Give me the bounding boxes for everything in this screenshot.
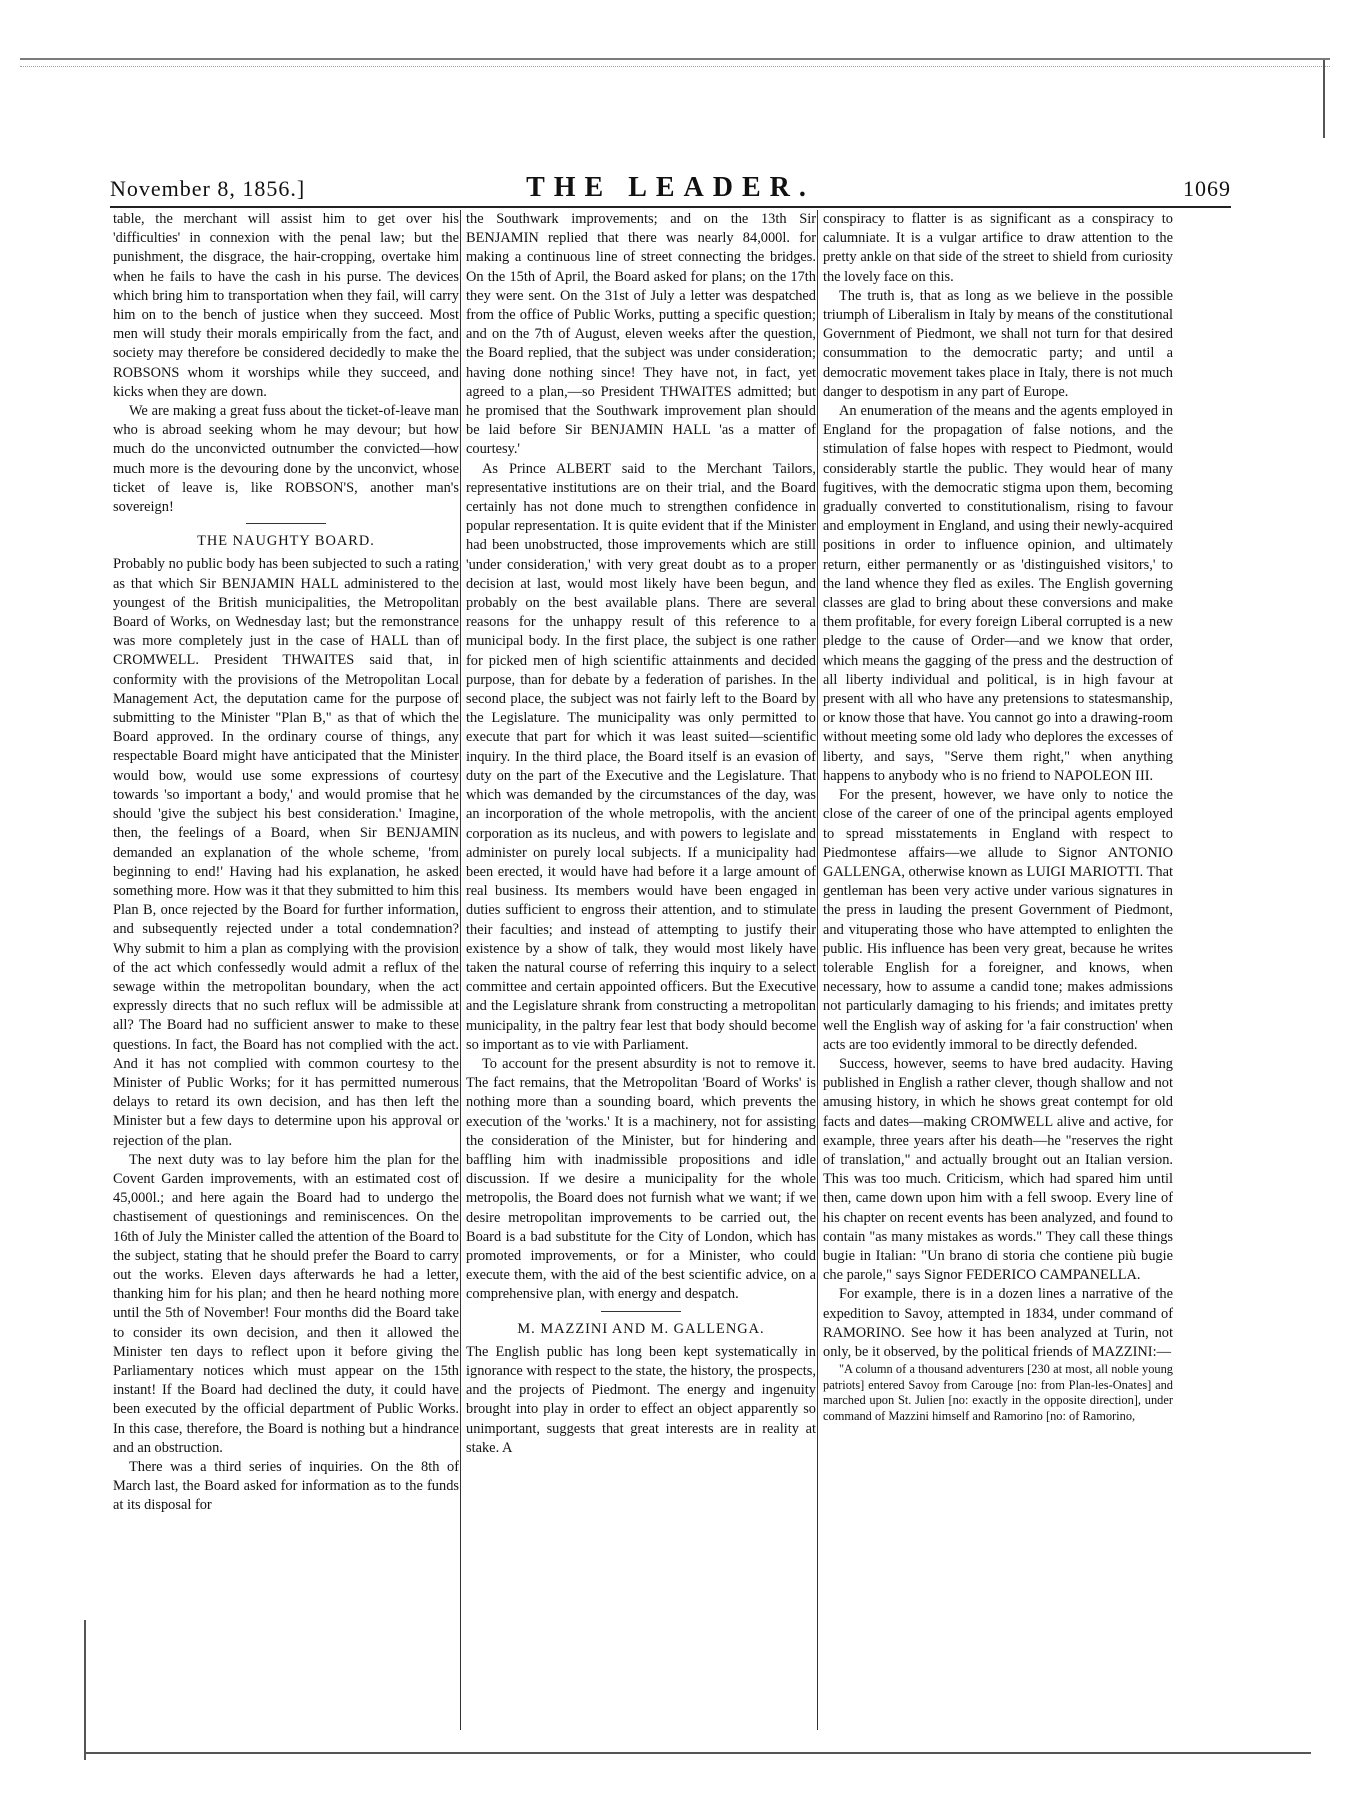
paragraph: For the present, however, we have only to notice the close of the career of one of the principal agents employed to spread misstatements in England with respect to Piedmontese affairs—we allude to Signor ANTONIO GALLENGA, otherwise known as LUIGI MARIOTTI. That gentleman has been very active under various signatures in the press in lauding the present Government of Piedmont, and vituperating those who have attempted to enlighten the public. His influence has been very great, because he writes tolerable English for a foreigner, and knows, when necessary, how to assume a candid tone; makes admissions not particularly damaging to his friends; and imitates pretty well the English way of asking for 'a fair construction' when acts are too evidently immoral to be directly defended. — [823, 787, 1173, 1053]
paragraph: To account for the present absurdity is not to remove it. The fact remains, that the Metropolitan 'Board of Works' is nothing more than a sounding board, which prevents the execution of the 'works.' It is a machinery, not for assisting the consideration of the Minister, but for hindering and baffling him with inadmissible propositions and idle discussion. If we desire a municipality for the whole metropolis, the Board does not furnish what we want; if we desire metropolitan improvements to be carried out, the Board is a bad substitute for the City of London, which has promoted improvements, or for a Minister, who could execute them, with the aid of the best scientific advice, on a comprehensive plan, with energy and despatch. — [466, 1055, 816, 1303]
column-1 — [113, 210, 459, 1516]
paragraph: The truth is, that as long as we believe in the possible triumph of Liberalism in Italy by means of the constitutional Government of Piedmont, we shall not turn for that desired consummation to the democratic party; and until a democratic movement takes place in Italy, there is not much danger to despotism in any part of Europe. — [823, 287, 1173, 400]
issue-date: November 8, 1856.] — [110, 176, 306, 201]
section-separator — [601, 1311, 681, 1312]
bottom-page-edge — [86, 1752, 1311, 1754]
right-page-edge — [1323, 60, 1325, 138]
paragraph: table, the merchant will assist him to get over his 'difficulties' in connexion with the penal law; but the punishment, the disgrace, the hair-cropping, overtake him when he fails to have the cash in his purse. The devices which bring him to transportation when they fail, will carry him on to the bench of justice when they succeed. Most men will study their morals empirically from the fact, and society may therefore be considered decidedly to make the ROBSONS whom it worships while they succeed, and kicks when they are down. — [113, 211, 459, 400]
paragraph: We are making a great fuss about the ticket-of-leave man who is abroad seeking whom he may devour; but how much do the unconvicted outnumber the convicted—how much more is the devouring done by the unconvict, whose ticket of leave is, like ROBSON'S, another man's sovereign! — [113, 403, 459, 516]
paragraph: There was a third series of inquiries. On the 8th of March last, the Board asked for information as to the funds at its disposal for — [113, 1459, 459, 1514]
paragraph: As Prince ALBERT said to the Merchant Tailors, representative institutions are on their trial, and the Board certainly has not done much to strengthen confidence in popular representation. It is quite evident that if the Minister had been unobstructed, those improvements which are still 'under consideration,' with very great doubt as to a proper decision at last, would most likely have been begun, and probably on the best available plans. There are several reasons for the unhappy result of this reference to a municipal body. In the first place, the subject is one rather for picked men of high scientific attainments and decided purpose, than for debate by a federation of parishes. In the second place, the subject was not fairly left to the Board by the Legislature. The municipality was only permitted to execute that part for which it was least suited—scientific inquiry. In the third place, the Board itself is an evasion of duty on the part of the Executive and the Legislature. That which was demanded by the circumstances of the day, was an incorporation of the whole metropolis, with the ancient corporation as its nucleus, and with powers to legislate and administer on purely local subjects. If a municipality had been erected, it would have had before it a large amount of real business. Its members would have been engaged in duties sufficient to engross their attention, and to stimulate their faculties; and instead of attempting to justify their existence by a show of talk, they would most likely have taken the natural course of referring this inquiry to a select committee and certain appointed officers. But the Executive and the Legislature shrank from constructing a metropolitan municipality, in the paltry fear lest that body should become so important as to vie with Parliament. — [466, 460, 816, 1053]
article-heading: M. MAZZINI AND M. GALLENGA. — [517, 1320, 765, 1337]
block-quote: "A column of a thousand adventurers [230 at most, all noble young patriots] entered Savoy from Carouge [no: from Plan-les-Onates] and marched upon St. Julien [no: exactly in the opposite direction], under command of Mazzini himself and Ramorino [no: of Ramorino, — [823, 1362, 1173, 1423]
column-divider — [817, 210, 818, 1730]
paragraph: An enumeration of the means and the agents employed in England for the propagation of false notions, and the stimulation of false hopes with respect to Piedmont, would considerably startle the public. They would hear of many fugitives, with the democratic stigma upon them, becoming gradually converted to constitutionalism, rising to favour and employment in England, and using their newly-acquired positions in order to influence opinion, and ultimately return, either permanently or as 'distinguished visitors,' to the land whence they fled as exiles. The English governing classes are glad to bring about these conversions and make them profitable, for every foreign Liberal corrupted is a new pledge to the cause of Order—and we know that order, which means the gagging of the press and the destruction of all liberty individual and political, is in high favour at present with all who have any pretensions to statesmanship, or know those that have. You cannot go into a drawing-room without meeting some old lady who deplores the excesses of liberty, and says, "Serve them right," when anything happens to anybody who is no friend to NAPOLEON III. — [823, 403, 1173, 784]
page-header — [110, 168, 1231, 208]
top-page-edge — [20, 58, 1330, 74]
paragraph: the Southwark improvements; and on the 13th Sir BENJAMIN replied that there was nearly 84,000l. for making a continuous line of street connecting the bridges. On the 15th of April, the Board asked for plans; on the 17th they were sent. On the 31st of July a letter was despatched from the office of Public Works, putting a specific question; and on the 7th of August, eleven weeks after the question, the Board replied, that the subject was under consideration; having done nothing since! They have not, in fact, yet agreed to a plan,—so President THWAITES admitted; but he promised that the Southwark improvement plan should be laid before Sir BENJAMIN HALL 'as a matter of courtesy.' — [466, 211, 816, 458]
paragraph: Probably no public body has been subjected to such a rating as that which Sir BENJAMIN HALL administered to the youngest of the British municipalities, the Metropolitan Board of Works, on Wednesday last; but the remonstrance was more completely just in the case of HALL than of CROMWELL. President THWAITES said that, in conformity with the provisions of the Metropolitan Local Management Act, the deputation came for the purpose of submitting to the Minister "Plan B," as that of which the Board approved. In the ordinary course of things, any respectable Board might have anticipated that the Minister would bow, would use some expressions of courtesy towards 'so important a body,' and would promise that he should 'give the subject his best consideration.' Imagine, then, the feelings of a Board, when Sir BENJAMIN demanded an explanation of the whole scheme, 'from beginning to end!' Having had his explanation, he asked something more. How was it that they submitted to him this Plan B, once rejected by the Board for further information, and subsequently rejected under a total condemnation? Why submit to him a plan as complying with the provision of the act which confessedly would admit a reflux of the sewage within the metropolitan boundary, when the act expressly directs that no such reflux will be admissible at all? The Board had no sufficient answer to make to these questions. In fact, the Board has not complied with the act. And it has not complied with common courtesy to the Minister of Public Works; for it has permitted numerous delays to retard its own decision, and has then left the Minister but a few days to determine upon his approval or rejection of the plan. — [113, 556, 459, 1149]
paragraph: The next duty was to lay before him the plan for the Covent Garden improvements, with an estimated cost of 45,000l.; and here again the Board had to undergo the chastisement of questionings and reminiscences. On the 16th of July the Minister called the attention of the Board to the subject, stating that he should prefer the Board to carry out the works. Eleven days afterwards he had a letter, thanking him for his plan; and then he heard nothing more until the 5th of November! Four months did the Board take to consider its own decision, and then it allowed the Minister ten days to reflect upon it before giving the Parliamentary notices which must appear on the 15th instant! If the Board had declined the duty, it could have been executed by the official department of Public Works. In this case, therefore, the Board is nothing but a hindrance and an obstruction. — [113, 1151, 459, 1456]
paragraph: For example, there is in a dozen lines a narrative of the expedition to Savoy, attempted in 1834, under command of RAMORINO. See how it has been analyzed at Turin, not only, be it observed, by the political friends of MAZZINI:— — [823, 1286, 1173, 1360]
masthead-title: THE LEADER. — [526, 172, 815, 203]
column-divider — [460, 210, 461, 1730]
paragraph: Success, however, seems to have bred audacity. Having published in English a rather clever, though shallow and not amusing history, in which he shows great contempt for old facts and dates—making CROMWELL alive and active, for example, three years after his death—he "reserves the right of translation," and actually brought out an Italian version. This was too much. Criticism, which had spared him until then, came down upon him with a fell swoop. Every line of his chapter on recent events has been analyzed, and found to contain "as many mistakes as words." They call these things bugie in Italian: "Un brano di storia che contiene più bugie che parole," says Signor FEDERICO CAMPANELLA. — [823, 1055, 1173, 1284]
article-heading: THE NAUGHTY BOARD. — [197, 533, 375, 550]
left-page-edge — [84, 1620, 86, 1760]
section-separator — [246, 523, 326, 524]
paragraph: conspiracy to flatter is as significant as a conspiracy to calumniate. It is a vulgar artifice to draw attention to the pretty ankle on that side of the street to shield from curiosity the lovely face on this. — [823, 211, 1173, 285]
column-3 — [823, 210, 1173, 1424]
header-rule — [110, 206, 1231, 208]
page-number: 1069 — [1183, 176, 1231, 201]
paragraph: The English public has long been kept systematically in ignorance with respect to the state, the history, the prospects, and the projects of Piedmont. The energy and ingenuity brought into play in order to effect an object apparently so unimportant, suggests that great interests are in reality at stake. A — [466, 1343, 816, 1456]
column-2 — [466, 210, 816, 1458]
